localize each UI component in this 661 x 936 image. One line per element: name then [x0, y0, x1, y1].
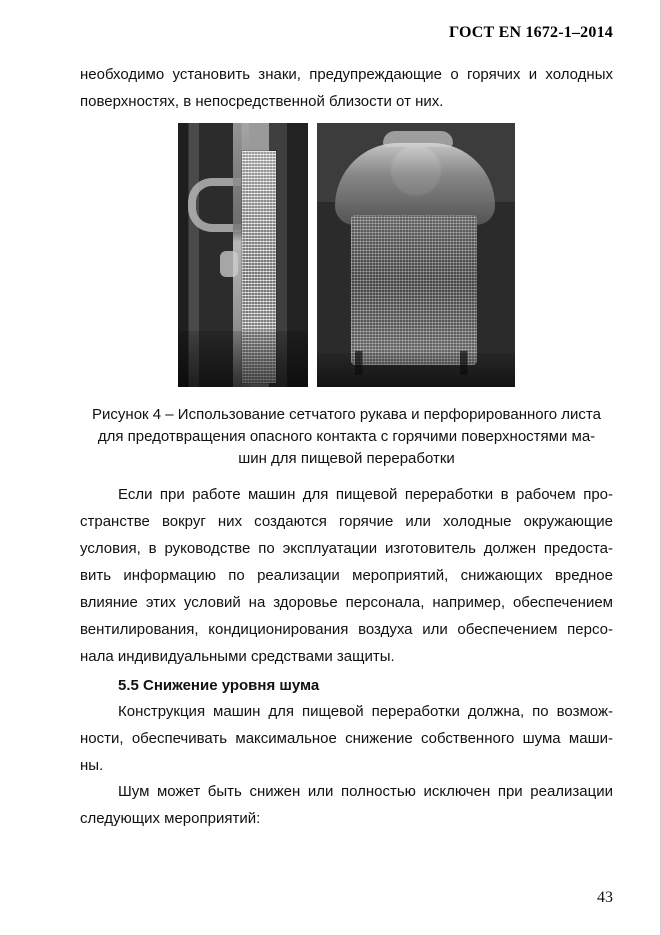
photo-perforated-sheet [351, 215, 477, 365]
figure-photos [178, 123, 515, 387]
figure-caption-line-2: для предотвращения опасного контакта с горячими поверхностями ма- [97, 428, 596, 445]
page-number: 43 [597, 889, 613, 906]
photo-machine-dome [335, 143, 495, 225]
main-paragraph [80, 481, 613, 670]
main-paragraph-line-6: вентилирования, кондиционирования воздуха или обеспечением персо- [80, 621, 613, 638]
noise-paragraph-2-line-1: Шум может быть снижен или полностью исключен при реализации [118, 783, 613, 800]
noise-paragraph-1 [80, 698, 613, 779]
main-paragraph-line-4: вить информацию по реализации мероприятий, снижающих вредное [80, 567, 613, 584]
section-title: 5.5 Снижение уровня шума [118, 677, 320, 694]
figure-caption-line-1: Рисунок 4 – Использование сетчатого рукава и перфорированного листа [92, 406, 601, 423]
perforated-sheet-photo [317, 123, 515, 387]
photo-floor-shadow-right [317, 353, 515, 387]
main-paragraph-line-2: странстве вокруг них создаются горячие или холодные окружающие [80, 513, 613, 530]
document-header-code: ГОСТ EN 1672-1–2014 [448, 24, 613, 41]
figure-caption [79, 404, 614, 470]
mesh-sleeve-photo [178, 123, 308, 387]
noise-paragraph-2 [80, 778, 613, 832]
noise-paragraph-1-line-1: Конструкция машин для пищевой переработки должна, по возмож- [118, 703, 613, 720]
main-paragraph-line-5: влияние этих условий на здоровье персонала, например, обеспечением [80, 594, 613, 611]
figure-caption-line-3: шин для пищевой переработки [238, 450, 455, 467]
intro-line-1: необходимо установить знаки, предупреждающие о горячих и холодных [80, 66, 613, 83]
noise-paragraph-1-line-2: ности, обеспечивать максимальное снижение собственного шума маши- [80, 730, 613, 747]
intro-paragraph [80, 61, 613, 115]
main-paragraph-line-1: Если при работе машин для пищевой переработки в рабочем про- [118, 486, 613, 503]
noise-paragraph-2-line-2: следующих мероприятий: [80, 810, 261, 827]
noise-paragraph-1-line-3: ны. [80, 757, 104, 774]
main-paragraph-line-3: условия, в руководстве по эксплуатации изготовитель должен предоста- [80, 540, 613, 557]
intro-line-2: поверхностях, в непосредственной близости от них. [80, 93, 444, 110]
photo-floor-shadow [178, 331, 308, 387]
main-paragraph-line-7: нала индивидуальными средствами защиты. [80, 648, 395, 665]
photo-clamp [220, 251, 238, 277]
